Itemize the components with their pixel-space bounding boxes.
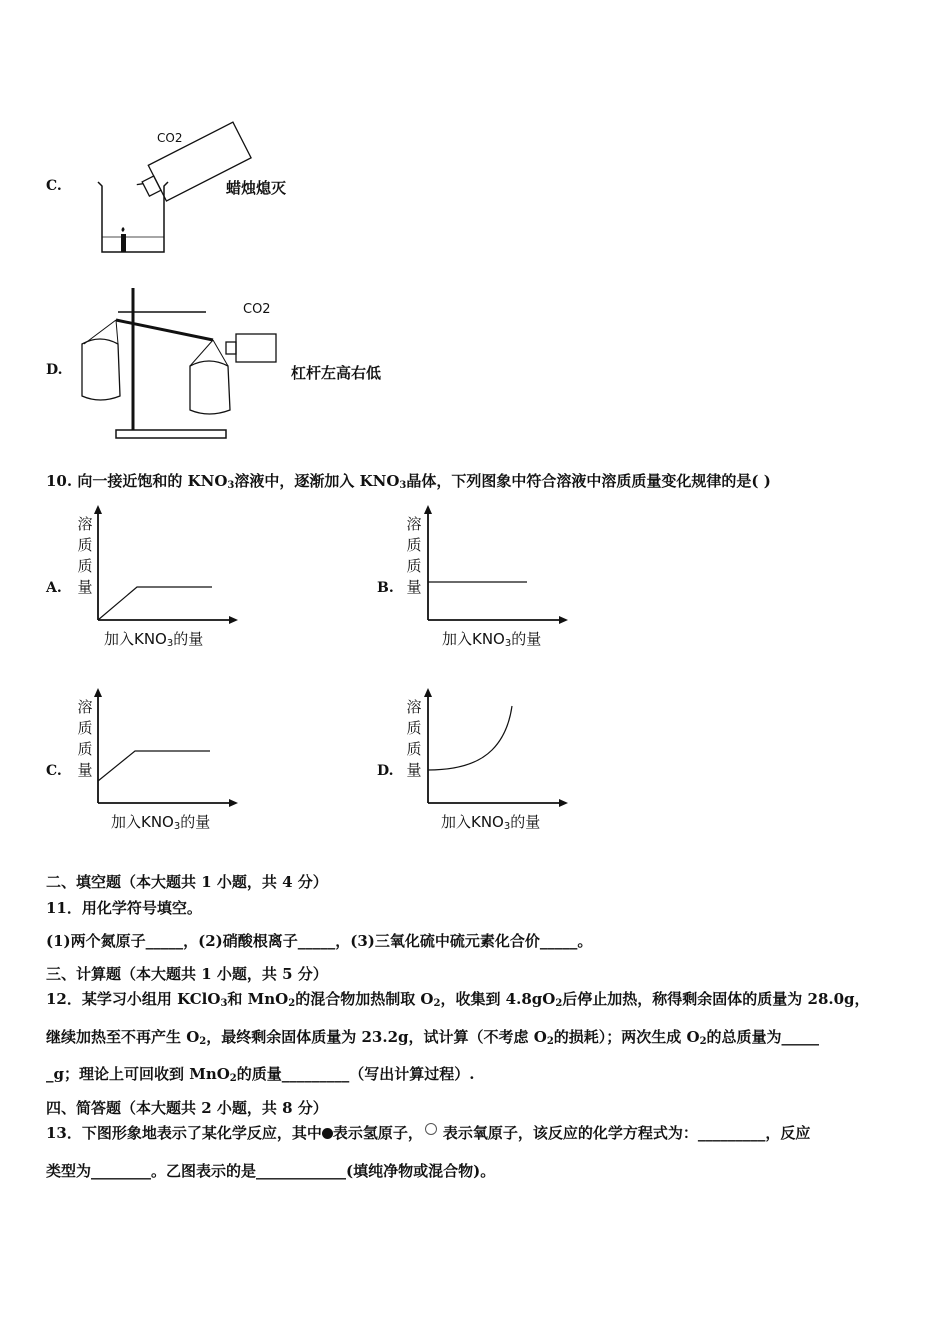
graph-b	[422, 505, 582, 625]
q12-l3-b: 的质量_________（写出计算过程）.	[236, 1065, 475, 1083]
graph-d	[422, 688, 582, 808]
q9-option-c-caption: 蜡烛熄灭	[226, 179, 287, 197]
graph-d-letter: D.	[377, 763, 394, 779]
graph-d-y-label: 溶质质量	[406, 698, 422, 779]
graph-b-y-label: 溶质质量	[406, 515, 422, 596]
q12-l1-s2: 2	[288, 998, 296, 1009]
q12-l1-c: 的混合物加热制取 O	[295, 990, 434, 1008]
q12-l2-d: 的总质量为_____	[706, 1028, 820, 1046]
q11-stem: 11．用化学符号填空。	[46, 899, 202, 917]
q13-l1-a: 13．下图形象地表示了某化学反应，其中	[46, 1124, 322, 1142]
graph-d-x-label-sub: 3	[503, 821, 511, 832]
q12-l1-a: 12．某学习小组用 KClO	[46, 990, 221, 1008]
q9-option-d-caption: 杠杆左高右低	[291, 364, 382, 382]
q12-line-2	[46, 1026, 819, 1047]
q12-l2-b: ，最终剩余固体质量为 23.2g，试计算（不考虑 O	[206, 1028, 547, 1046]
beaker-co2-illustration	[92, 100, 222, 260]
section-4-heading: 四、简答题（本大题共 2 小题，共 8 分）	[46, 1099, 328, 1117]
q12-l1-e: 后停止加热，称得剩余固体的质量为 28.0g，	[562, 990, 870, 1008]
graph-b-x-label-sub: 3	[504, 638, 512, 649]
q13-line-2: 类型为________。乙图表示的是____________(填纯净物或混合物)。	[46, 1162, 496, 1180]
q12-l1-b: 和 MnO	[227, 990, 289, 1008]
q12-l3-a: _g；理论上可回收到 MnO	[46, 1065, 230, 1083]
q12-l2-c: 的损耗）；两次生成 O	[553, 1028, 700, 1046]
q9-option-c-letter: C.	[46, 178, 62, 194]
q10-stem-sub2: 3	[399, 480, 407, 491]
graph-a-letter: A.	[46, 580, 62, 596]
q12-l2-s2: 2	[546, 1036, 554, 1047]
graph-d-curve	[428, 706, 512, 770]
graph-c-x-label-suffix: 的量	[180, 813, 211, 831]
q9-option-c-gas-label: CO2	[157, 131, 183, 145]
oxygen-atom-icon	[425, 1123, 437, 1135]
graph-b-letter: B.	[377, 580, 394, 596]
q9-option-d-letter: D.	[46, 362, 63, 378]
q13-l1-c: 表示氧原子，该反应的化学方程式为：_________，反应	[442, 1124, 811, 1142]
q12-l1-s4: 2	[555, 998, 563, 1009]
graph-a-curve	[98, 587, 212, 620]
graph-a-x-label-prefix: 加入KNO	[104, 630, 167, 648]
graph-c-x-label-sub: 3	[173, 821, 181, 832]
graph-c-x-label-prefix: 加入KNO	[111, 813, 174, 831]
graph-a-x-label-suffix: 的量	[173, 630, 204, 648]
section-2-heading: 二、填空题（本大题共 1 小题，共 4 分）	[46, 873, 328, 891]
graph-b-x-label-prefix: 加入KNO	[442, 630, 505, 648]
graph-c-letter: C.	[46, 763, 62, 779]
q10-number: 10.	[46, 472, 73, 490]
q10-stem-sub: 3	[227, 480, 235, 491]
q12-l2-s1: 2	[199, 1036, 207, 1047]
graph-d-x-label-prefix: 加入KNO	[441, 813, 504, 831]
section-3-heading: 三、计算题（本大题共 1 小题，共 5 分）	[46, 965, 328, 983]
q11-blanks: (1)两个氮原子_____，(2)硝酸根离子_____，(3)三氧化硫中硫元素化合价_____。	[46, 932, 593, 950]
q12-l2-s3: 2	[699, 1036, 707, 1047]
q10-stem	[46, 470, 771, 491]
graph-b-x-label-suffix: 的量	[511, 630, 542, 648]
q10-stem-suffix: 晶体，下列图象中符合溶液中溶质质量变化规律的是( )	[406, 472, 771, 490]
graph-c-x-label	[111, 811, 210, 832]
q12-l1-s3: 2	[433, 998, 441, 1009]
q10-stem-mid: 溶液中，逐渐加入 KNO	[234, 472, 400, 490]
q12-l1-d: ，收集到 4.8gO	[440, 990, 556, 1008]
graph-a-x-label-sub: 3	[166, 638, 174, 649]
q10-stem-prefix: 向一接近饱和的 KNO	[77, 472, 228, 490]
q12-l1-s1: 3	[220, 998, 228, 1009]
q13-l1-b: 表示氢原子，	[332, 1124, 423, 1142]
graph-c-y-label: 溶质质量	[77, 698, 93, 779]
hydrogen-atom-icon	[322, 1128, 333, 1139]
graph-d-x-label-suffix: 的量	[510, 813, 541, 831]
q9-option-d-gas-label: CO2	[243, 302, 271, 317]
graph-a	[92, 505, 252, 625]
graph-c-curve	[98, 751, 210, 781]
q12-line-3	[46, 1063, 475, 1084]
graph-a-x-label	[104, 628, 203, 649]
q13-line-1	[46, 1122, 810, 1143]
graph-b-x-label	[442, 628, 541, 649]
graph-d-x-label	[441, 811, 540, 832]
graph-a-y-label: 溶质质量	[77, 515, 93, 596]
graph-c	[92, 688, 252, 808]
q12-l2-a: 继续加热至不再产生 O	[46, 1028, 200, 1046]
q12-l3-s1: 2	[229, 1073, 237, 1084]
q12-line-1	[46, 988, 870, 1009]
